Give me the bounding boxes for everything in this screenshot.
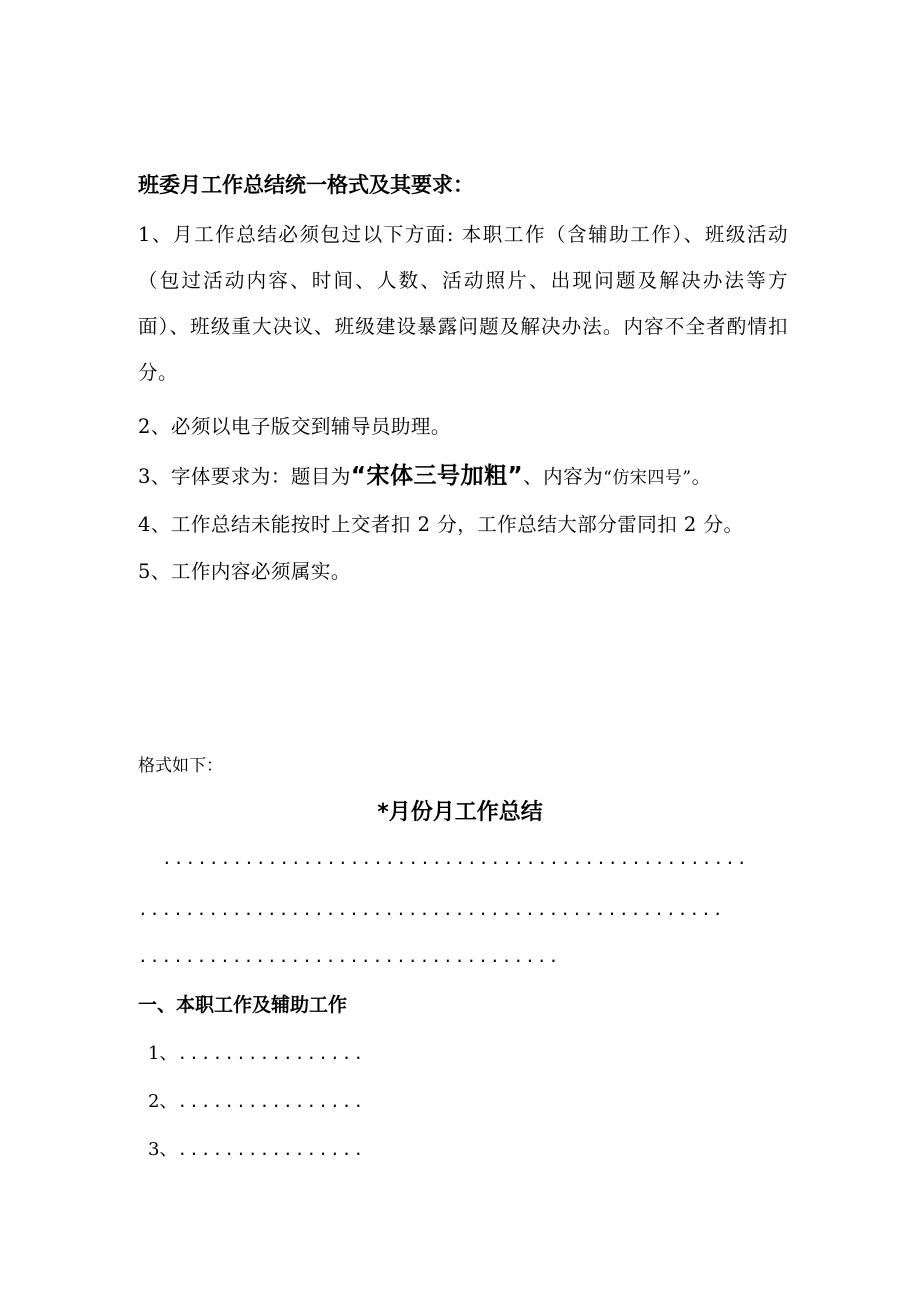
placeholder-dots-line-3: .................................... xyxy=(138,947,561,966)
list-item-number: 3、 xyxy=(148,1139,178,1160)
format-title: *月份月工作总结 xyxy=(377,800,543,825)
requirement-3 xyxy=(138,461,712,493)
list-item-number: 1、 xyxy=(148,1043,178,1064)
requirement-3-prefix: 3、字体要求为：题目为 xyxy=(138,465,351,488)
placeholder-dots-line-2: .................................................. xyxy=(138,900,725,919)
list-item xyxy=(148,1040,365,1068)
list-item xyxy=(148,1088,365,1116)
requirement-3-suffix: 。 xyxy=(691,465,712,488)
requirement-3-title-font: “宋体三号加粗” xyxy=(350,463,524,489)
requirement-3-middle: 、内容为 xyxy=(523,465,604,488)
list-item-dots: ................ xyxy=(177,1140,366,1159)
requirement-2: 2、必须以电子版交到辅导员助理。 xyxy=(138,415,451,438)
document-heading: 班委月工作总结统一格式及其要求： xyxy=(138,173,474,197)
requirement-5: 5、工作内容必须属实。 xyxy=(138,560,351,583)
list-item-number: 2、 xyxy=(148,1091,178,1112)
list-item-dots: ................ xyxy=(177,1044,366,1063)
list-item xyxy=(148,1136,365,1164)
requirement-1: 1、月工作总结必须包过以下方面: 本职工作（含辅助工作）、班级活动（包过活动内容、时间、人数、活动照片、出现问题及解决办法等方面）、班级重大决议、班级建设暴露问题及解决办法。内容不全者酌情扣分。 xyxy=(138,223,788,384)
placeholder-dots-line-1: .................................................. xyxy=(162,849,749,868)
format-intro: 格式如下： xyxy=(138,756,223,776)
list-item-dots: ................ xyxy=(177,1092,366,1111)
section-1-heading: 一、本职工作及辅助工作 xyxy=(138,994,348,1016)
requirement-4: 4、工作总结未能按时上交者扣 2 分，工作总结大部分雷同扣 2 分。 xyxy=(138,513,744,536)
requirement-3-content-font: “仿宋四号” xyxy=(603,468,692,488)
